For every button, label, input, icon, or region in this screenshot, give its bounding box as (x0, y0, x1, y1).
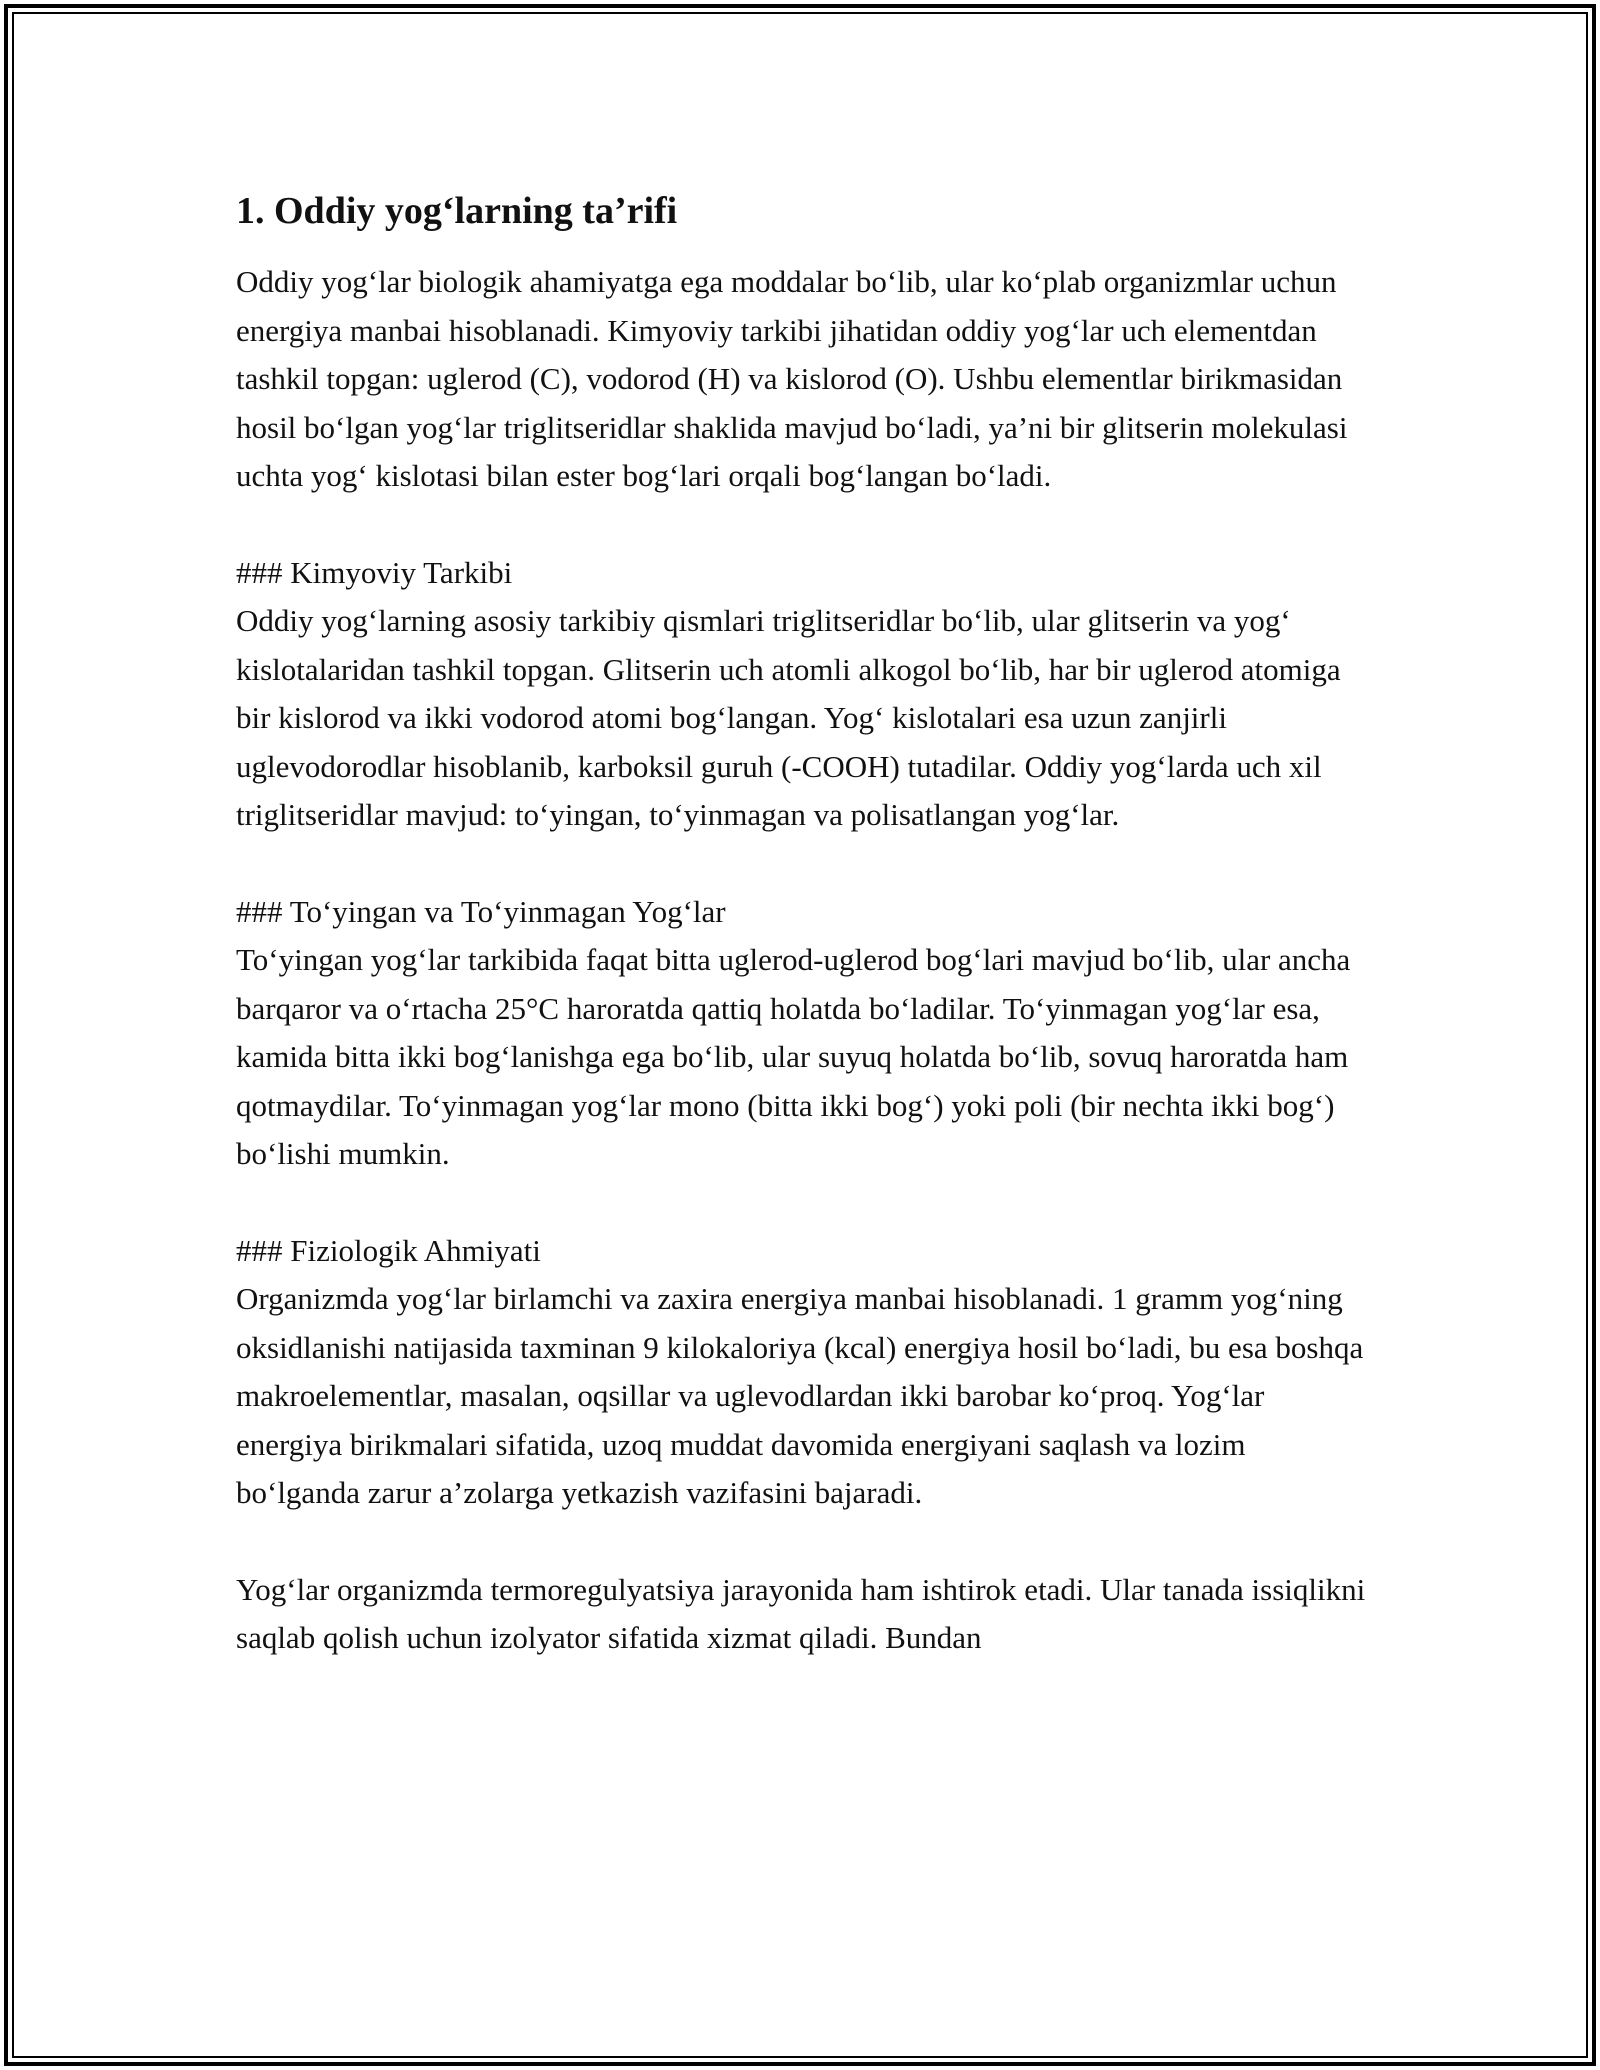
paragraph-spacer (236, 501, 1376, 549)
paragraph-spacer (236, 840, 1376, 888)
section-heading-physiological-significance: ### Fiziologik Ahmiyati (236, 1232, 541, 1268)
closing-paragraph: Yog‘lar organizmda termoregulyatsiya jarayonida ham ishtirok etadi. Ular tanada issiqlikni saqlab qolish uchun izolyator sifatida xizmat qiladi. Bundan (236, 1571, 1366, 1655)
document-body (236, 186, 1376, 1663)
section-heading-saturated-unsaturated: ### To‘yingan va To‘yinmagan Yog‘lar (236, 893, 726, 929)
intro-paragraph: Oddiy yog‘lar biologik ahamiyatga ega moddalar bo‘lib, ular ko‘plab organizmlar uchun energiya manbai hisoblanadi. Kimyoviy tarkibi jihatidan oddiy yog‘lar uch elementdan tashkil topgan: uglerod (C), vodorod (H) va kislorod (O). Ushbu elementlar birikmasidan hosil bo‘lgan yog‘lar triglitseridlar shaklida mavjud bo‘ladi, ya’ni bir glitserin molekulasi uchta yog‘ kislotasi bilan ester bog‘lari orqali bog‘langan bo‘ladi. (236, 264, 1348, 493)
paragraph-spacer (236, 1518, 1376, 1566)
section-heading-chemical-composition: ### Kimyoviy Tarkibi (236, 554, 513, 590)
section-text-chemical-composition: Oddiy yog‘larning asosiy tarkibiy qismlari triglitseridlar bo‘lib, ular glitserin va yog‘ kislotalaridan tashkil topgan. Glitserin uch atomli alkogol bo‘lib, har bir uglerod atomiga bir kislorod va ikki vodorod atomi bog‘langan. Yog‘ kislotalari esa uzun zanjirli uglevodorodlar hisoblanib, karboksil guruh (-COOH) tutadilar. Oddiy yog‘larda uch xil triglitseridlar mavjud: to‘yingan, to‘yinmagan va polisatlangan yog‘lar. (236, 603, 1341, 832)
paragraph-spacer (236, 1179, 1376, 1227)
document-title: 1. Oddiy yog‘larning ta’rifi (236, 190, 678, 232)
section-text-physiological-significance: Organizmda yog‘lar birlamchi va zaxira energiya manbai hisoblanadi. 1 gramm yog‘ning oksidlanishi natijasida taxminan 9 kilokaloriya (kcal) energiya hosil bo‘ladi, bu esa boshqa makroelementlar, masalan, oqsillar va uglevodlardan ikki barobar ko‘proq. Yog‘lar energiya birikmalari sifatida, uzoq muddat davomida energiyani saqlash va lozim bo‘lganda zarur a’zolarga yetkazish vazifasini bajaradi. (236, 1281, 1364, 1510)
section-text-saturated-unsaturated: To‘yingan yog‘lar tarkibida faqat bitta uglerod-uglerod bog‘lari mavjud bo‘lib, ular ancha barqaror va o‘rtacha 25°C haroratda qattiq holatda bo‘ladilar. To‘yinmagan yog‘lar esa, kamida bitta ikki bog‘lanishga ega bo‘lib, ular suyuq holatda bo‘lib, sovuq haroratda ham qotmaydilar. To‘yinmagan yog‘lar mono (bitta ikki bog‘) yoki poli (bir nechta ikki bog‘) bo‘lishi mumkin. (236, 942, 1351, 1171)
